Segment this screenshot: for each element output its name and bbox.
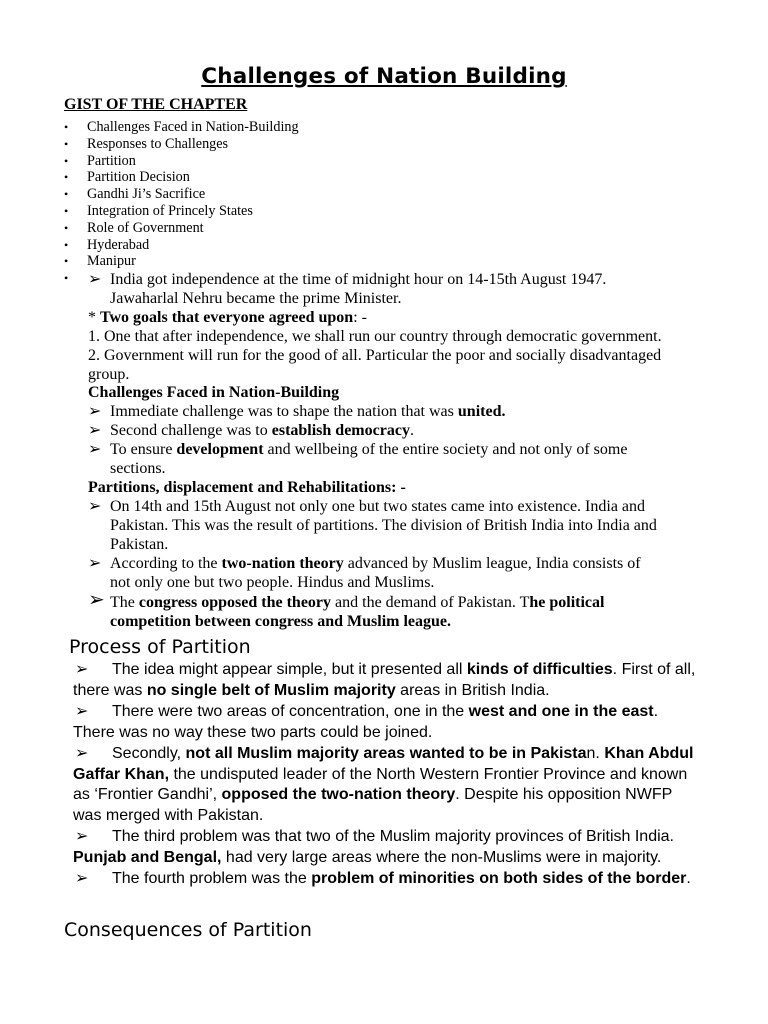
arrow-bullet-icon: ➢ bbox=[75, 702, 89, 720]
list-item: • Integration of Princely States bbox=[64, 202, 253, 219]
bullet-icon: • bbox=[64, 203, 69, 218]
list-item: ➢ There were two areas of concentration, one in the west and one in the east. bbox=[73, 702, 723, 723]
arrow-bullet-icon: ➢ bbox=[88, 589, 105, 612]
list-item: ➢ On 14th and 15th August not only one but two states came into existence. India and Pakistan. This was the result of partitions. The division of British India into India and Pakistan. bbox=[88, 497, 657, 553]
arrow-bullet-icon: ➢ bbox=[75, 661, 89, 678]
arrow-bullet-icon: ➢ bbox=[88, 497, 102, 515]
list-item: • Responses to Challenges bbox=[64, 135, 229, 152]
arrow-bullet-icon: ➢ bbox=[75, 744, 89, 762]
intro-section: ➢ India got independence at the time of midnight hour on 14-15th August 1947. Jawaharlal Nehru became the prime Minister. * Two goals that everyone agreed upon: - 1. One that after independence, we shall run our country through democratic government. 2. Government will run for the good of all. Particular the poor and socially disadvantaged group. Challenges Faced in Nation-Building ➢ Immediate challenge was to shape the nation that was united. ➢ Second challenge was to establish democracy. ➢ To ensure development and wellbeing of the entire society and not only of some sections. Partitions, displacement and Rehabilitations: - ➢ On 14th and 15th August not only one but two states came into existence. India and Pakistan. This was the result of partitions. The division of British India into India and Pakistan. ➢ According to the two-nation theory advanced by Muslim league, India consists of not only one but two people. Hindus and Muslims. ➢ The congress opposed the theory and the demand of Pakistan. The political competition between congress and Muslim league. bbox=[88, 271, 718, 632]
goal-two: 2. Government will run for the good of all. Particular the poor and socially disadvantaged bbox=[88, 346, 662, 364]
arrow-bullet-icon: ➢ bbox=[88, 271, 102, 288]
page-title: Challenges of Nation Building bbox=[201, 64, 567, 89]
list-item: ➢ Second challenge was to establish democracy. bbox=[88, 422, 414, 440]
bullet-icon: • bbox=[64, 237, 69, 252]
goal-one: 1. One that after independence, we shall run our country through democratic government. bbox=[88, 327, 662, 345]
list-item: ➢ Immediate challenge was to shape the nation that was united. bbox=[88, 403, 506, 421]
bullet-icon: • bbox=[64, 271, 69, 286]
gist-heading: GIST OF THE CHAPTER bbox=[64, 96, 248, 113]
bullet-icon: • bbox=[64, 136, 69, 151]
process-of-partition-heading: Process of Partition bbox=[69, 636, 251, 658]
consequences-heading: Consequences of Partition bbox=[64, 919, 312, 941]
arrow-bullet-icon: ➢ bbox=[75, 870, 89, 888]
list-item: ➢ The third problem was that two of the Muslim majority provinces of British India. bbox=[73, 827, 723, 848]
list-item: • Partition bbox=[64, 152, 136, 169]
arrow-bullet-icon: ➢ bbox=[88, 554, 102, 572]
challenges-heading: Challenges Faced in Nation-Building bbox=[88, 384, 340, 402]
bullet-icon: • bbox=[64, 153, 69, 168]
list-item: • Partition Decision bbox=[64, 169, 190, 186]
process-section: ➢ The idea might appear simple, but it presented all kinds of difficulties. First of all, there was no single belt of Muslim majority areas in British India. ➢ There were two areas of concentration, one in the west and one in the east. There was no way these two parts could be joined. ➢ Secondly, not all Muslim majority areas wanted to be in Pakistan. Khan Abdul Gaffar Khan, the undisputed leader of the North Western Frontier Province and known as ‘Frontier Gandhi’, opposed the two-nation theory. Despite his opposition NWFP was merged with Pakistan. ➢ The third problem was that two of the Muslim majority provinces of British India. Punjab and Bengal, had very large areas where the non-Muslims were in majority. ➢ The fourth problem was the problem of minorities on both sides of the border. bbox=[73, 660, 723, 890]
arrow-bullet-icon: ➢ bbox=[88, 441, 102, 459]
arrow-bullet-icon: ➢ bbox=[88, 403, 102, 421]
arrow-bullet-icon: ➢ bbox=[75, 828, 89, 846]
list-item: ➢ The fourth problem was the problem of minorities on both sides of the border. bbox=[73, 869, 723, 890]
list-item: ➢ To ensure development and wellbeing of the entire society and not only of some sections. bbox=[88, 441, 628, 478]
list-item: • Challenges Faced in Nation-Building bbox=[64, 119, 299, 135]
bullet-icon: • bbox=[64, 254, 69, 269]
partitions-heading: Partitions, displacement and Rehabilitations: - bbox=[88, 478, 406, 496]
list-item: ➢ India got independence at the time of midnight hour on 14-15th August 1947. Jawaharlal Nehru became the prime Minister. bbox=[88, 271, 607, 307]
list-item: • Manipur bbox=[64, 253, 136, 270]
bullet-icon: • bbox=[64, 220, 69, 235]
arrow-bullet-icon: ➢ bbox=[88, 422, 102, 440]
list-item: ➢ According to the two-nation theory advanced by Muslim league, India consists of not only one but two people. Hindus and Muslims. bbox=[88, 554, 641, 591]
list-item: • Gandhi Ji’s Sacrifice bbox=[64, 186, 206, 203]
list-item: • Role of Government bbox=[64, 219, 204, 236]
chapter-topic-list bbox=[64, 119, 664, 286]
list-item: • Hyderabad bbox=[64, 236, 150, 253]
bullet-icon: • bbox=[64, 187, 69, 202]
bullet-icon: • bbox=[64, 170, 69, 185]
goals-heading: * Two goals that everyone agreed upon: - bbox=[88, 308, 367, 326]
bullet-icon: • bbox=[64, 120, 69, 134]
list-item: ➢ Secondly, not all Muslim majority areas wanted to be in Pakistan. Khan Abdul bbox=[73, 744, 723, 765]
list-item: ➢ The congress opposed the theory and the demand of Pakistan. The political competition between congress and Muslim league. bbox=[88, 589, 605, 631]
list-item: ➢ The idea might appear simple, but it presented all kinds of difficulties. First of all, bbox=[73, 660, 723, 681]
